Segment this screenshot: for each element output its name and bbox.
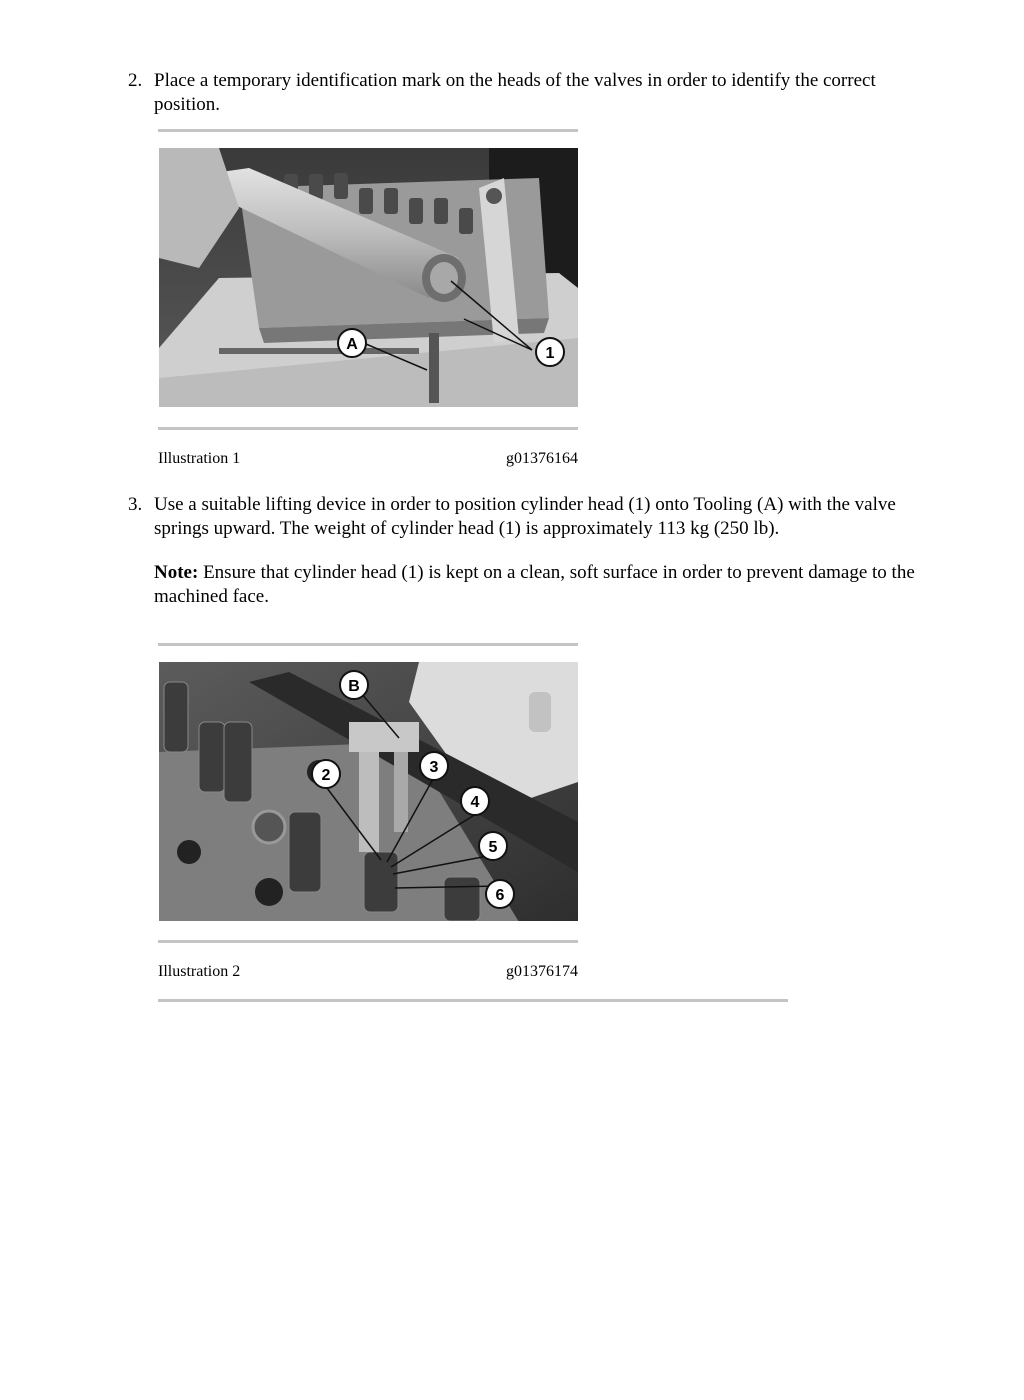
figure-top-rule bbox=[158, 129, 578, 132]
illustration-2-photo bbox=[159, 662, 578, 921]
svg-text:1: 1 bbox=[545, 345, 555, 362]
caption-label: Illustration 1 bbox=[158, 450, 241, 467]
callout-6 bbox=[486, 880, 514, 908]
note-label: Note: bbox=[154, 562, 199, 583]
callout-2 bbox=[312, 760, 340, 788]
callout-a bbox=[338, 329, 366, 357]
step-text: Use a suitable lifting device in order to position cylinder head (1) onto Tooling (A) with the valve springs upward. The weight of cylinder head (1) is approximately 113 kg (250 lb). bbox=[154, 494, 896, 539]
svg-text:2: 2 bbox=[321, 767, 331, 784]
figure-bottom-rule bbox=[158, 427, 578, 430]
svg-text:6: 6 bbox=[495, 887, 505, 904]
svg-text:B: B bbox=[348, 678, 360, 695]
valve-spring-compressor-photo bbox=[159, 662, 578, 921]
svg-text:3: 3 bbox=[429, 759, 439, 776]
svg-text:A: A bbox=[346, 336, 358, 353]
svg-text:4: 4 bbox=[470, 794, 480, 811]
cylinder-head-tooling-photo bbox=[159, 148, 578, 407]
callout-1 bbox=[536, 338, 564, 366]
step-2 bbox=[128, 69, 928, 117]
section-end-rule bbox=[158, 999, 788, 1002]
figure-top-rule bbox=[158, 643, 578, 646]
callout-5 bbox=[479, 832, 507, 860]
step-number: 3. bbox=[128, 494, 143, 515]
step-3 bbox=[128, 493, 928, 609]
svg-text:5: 5 bbox=[488, 839, 498, 856]
step-text: Place a temporary identification mark on the heads of the valves in order to identify the correct position. bbox=[154, 70, 876, 115]
step-number: 2. bbox=[128, 70, 143, 91]
callout-4 bbox=[461, 787, 489, 815]
callout-3 bbox=[420, 752, 448, 780]
note-text: Ensure that cylinder head (1) is kept on a clean, soft surface in order to prevent damage to the machined face. bbox=[154, 562, 915, 607]
figure-bottom-rule bbox=[158, 940, 578, 943]
caption-label: Illustration 2 bbox=[158, 963, 241, 980]
illustration-1-photo bbox=[159, 148, 578, 407]
caption-code: g01376174 bbox=[506, 963, 578, 980]
callout-b bbox=[340, 671, 368, 699]
note bbox=[154, 561, 928, 609]
caption-code: g01376164 bbox=[506, 450, 578, 467]
